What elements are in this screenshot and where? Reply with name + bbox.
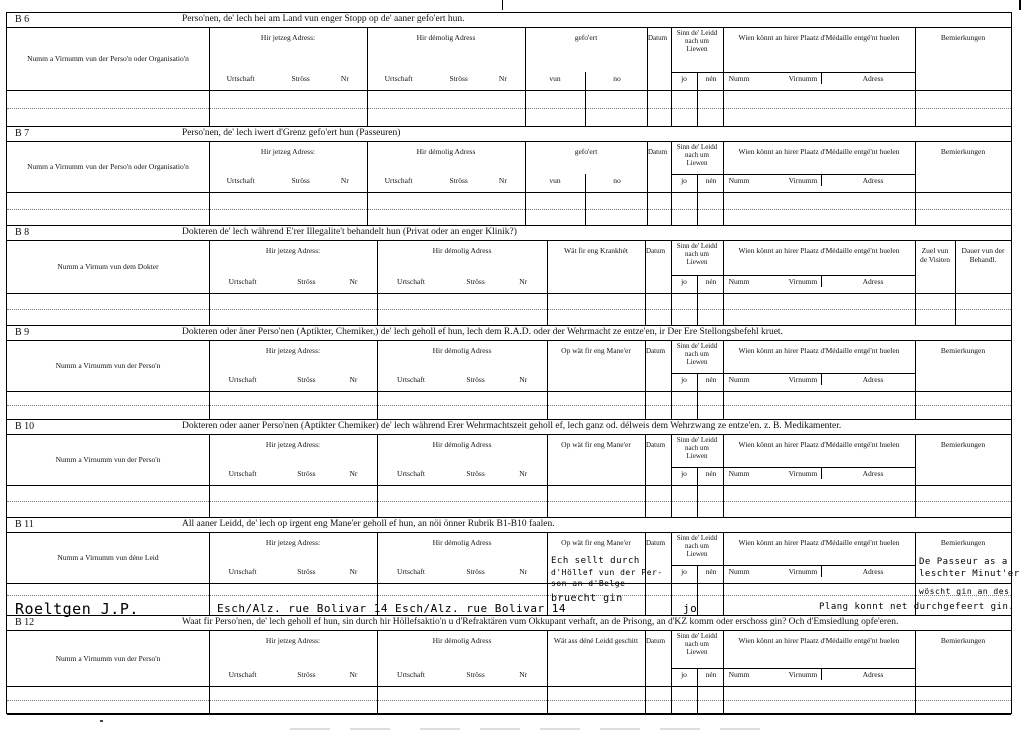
subheader-adress: Adress <box>862 567 884 576</box>
subheader-ströss: Ströss <box>466 567 485 576</box>
section-code: B 12 <box>15 617 35 628</box>
column-header: Bemierkungen <box>940 538 986 547</box>
subheader-nen: nén <box>705 277 717 286</box>
subheader-urtschaft: Urtschaft <box>228 277 257 286</box>
column-header: Hir jetzeg Adress: <box>265 636 321 645</box>
subcolumn-divider <box>585 174 586 225</box>
column-divider <box>209 142 210 225</box>
column-header: Wät fir eng Krankhét <box>564 246 628 255</box>
subheader-nen: nén <box>705 375 717 384</box>
column-header: Op wät fir eng Mane'er <box>561 346 631 355</box>
subheader-adress: Adress <box>862 469 884 478</box>
subheader-nen: nén <box>705 74 717 83</box>
column-divider <box>547 341 548 419</box>
column-divider <box>671 341 672 419</box>
handwritten-manner-1: Ech sellt durch <box>551 556 640 566</box>
row-rule <box>7 309 1011 310</box>
subheader-numm: Numm <box>728 277 750 286</box>
subheader-ströss: Ströss <box>466 277 485 286</box>
subheader-nr: Nr <box>349 277 358 286</box>
subheader-numm: Numm <box>728 567 750 576</box>
column-header: Wien könnt an hirer Plaatz d'Médaille entgé'nt huelen <box>738 346 900 355</box>
section-title: Dokteren de' lech während E'rer Illegalite't behandelt hun (Privat oder an enger Klinik?) <box>182 227 517 237</box>
column-header: Wien könnt an hirer Plaatz d'Médaille entgé'nt huelen <box>738 636 900 645</box>
subheader-adress: Adress <box>862 375 884 384</box>
column-header: Numm a Virnumm vun der Perso'n oder Organisatio'n <box>27 54 189 63</box>
section-code: B 6 <box>15 14 30 25</box>
section-title: Dokteren oder äner Perso'nen (Aptikter, Chemiker,) de' lech geholl ef hun, lech dem R.A.D. oder der Wehrmacht ze entze'en, ir Der Ere Stellongsbefehl kruet. <box>182 327 783 337</box>
row-rule <box>7 108 1011 109</box>
subheader-numm: Numm <box>728 176 750 185</box>
column-header: gefo'ert <box>574 33 598 42</box>
column-divider <box>723 533 724 615</box>
subheader-ströss: Ströss <box>466 670 485 679</box>
section-code: B 7 <box>15 128 30 139</box>
subheader-nr: Nr <box>498 176 507 185</box>
column-header: Sinn de' Leidd nach um Liewen <box>676 632 718 656</box>
subheader-nen: nén <box>705 670 717 679</box>
subheader-urtschaft: Urtschaft <box>228 375 257 384</box>
column-header: Sinn de' Leidd nach um Liewen <box>676 143 718 167</box>
subheader-nr: Nr <box>349 670 358 679</box>
subheader-nr: Nr <box>519 670 528 679</box>
column-header: Numm a Virnumm vun der Perso'n <box>55 455 161 464</box>
section-title: Waat fir Perso'nen, de' lech geholl ef hun, sin durch hir Höllefsaktio'n u d'Refraktären vum Okkupant verhaft, an de Prisong, an d'KZ komm oder erschoss gin? Och d'Emsiedlung opfe'eren. <box>182 617 899 627</box>
section-title: All aaner Leidd, de' lech op irgent eng Mane'er geholl ef hun, an nöi önner Rubrik B1-B10 faalen. <box>182 519 555 529</box>
subheader-jo: jo <box>681 670 687 679</box>
column-header: Sinn de' Leidd nach um Liewen <box>676 436 718 460</box>
column-divider <box>723 435 724 517</box>
column-divider <box>955 241 956 325</box>
subheader-urtschaft: Urtschaft <box>228 469 257 478</box>
handwritten-alive: jo <box>683 602 698 615</box>
subheader-nr: Nr <box>498 74 507 83</box>
column-header: Hir jetzeg Adress: <box>265 246 321 255</box>
column-divider <box>525 28 526 126</box>
subheader-nr: Nr <box>519 567 528 576</box>
subheader-adress: Adress <box>862 277 884 286</box>
column-divider <box>671 435 672 517</box>
subheader-adress: Adress <box>862 176 884 185</box>
subheader-jo: jo <box>681 176 687 185</box>
row-rule <box>7 700 1011 701</box>
column-header: Datum <box>646 539 666 547</box>
column-divider <box>377 435 378 517</box>
subheader-nr: Nr <box>349 469 358 478</box>
subcolumn-divider <box>821 565 822 577</box>
column-divider <box>209 241 210 325</box>
column-divider <box>547 435 548 517</box>
subheader-vun: vun <box>549 74 561 83</box>
column-divider <box>671 241 672 325</box>
subheader-urtschaft: Urtschaft <box>228 567 257 576</box>
column-header: Hir démolig Adress <box>432 636 492 645</box>
subheader-nr: Nr <box>519 375 528 384</box>
subheader-virnumm: Virnumm <box>788 74 818 83</box>
subheader-urtschaft: Urtschaft <box>228 670 257 679</box>
subheader-virnumm: Virnumm <box>788 567 818 576</box>
column-header: Numm a Virnumm vun der Perso'n <box>55 653 161 663</box>
subcolumn-divider <box>697 275 698 325</box>
column-header: Numm a Virnum vun dem Dokter <box>57 262 159 271</box>
column-divider <box>209 435 210 517</box>
column-header: Numm a Virnumm vun der Perso'n <box>55 361 161 370</box>
section-title-bar <box>7 616 1011 631</box>
section-code: B 10 <box>15 421 35 432</box>
subheader-ströss: Ströss <box>291 74 310 83</box>
column-header: Datum <box>646 247 666 255</box>
subheader-urtschaft: Urtschaft <box>226 74 255 83</box>
questionnaire-form <box>6 12 1020 714</box>
subheader-rule <box>723 174 915 175</box>
column-header: Wien könnt an hirer Plaatz d'Médaille entgé'nt huelen <box>738 147 900 156</box>
handwritten-name: Roeltgen J.P. <box>15 600 139 618</box>
subheader-nr: Nr <box>340 176 349 185</box>
column-header: Bemierkungen <box>940 33 986 42</box>
section-b-7 <box>7 127 1011 226</box>
subheader-rule <box>723 275 915 276</box>
column-divider <box>367 28 368 126</box>
subheader-jo: jo <box>681 277 687 286</box>
handwritten-former-address: Esch/Alz. rue Bolivar 14 <box>395 602 566 615</box>
subheader-ströss: Ströss <box>449 74 468 83</box>
column-header: Sinn de' Leidd nach um Liewen <box>676 342 718 366</box>
section-code: B 11 <box>15 519 34 530</box>
subcolumn-divider <box>697 467 698 517</box>
section-title-bar <box>7 127 1011 142</box>
scan-artifact <box>720 728 760 730</box>
scan-artifact <box>600 728 640 730</box>
subheader-numm: Numm <box>728 670 750 679</box>
column-header: Hir démolig Adress <box>416 147 476 156</box>
column-header: Hir démolig Adress <box>416 33 476 42</box>
subheader-adress: Adress <box>862 670 884 679</box>
column-header: Hir jetzeg Adress: <box>260 33 316 42</box>
scan-artifact <box>350 728 390 730</box>
column-header: Datum <box>646 441 666 449</box>
handwritten-remark-3: wöscht gin an des <box>919 587 1010 596</box>
column-header: Hir démolig Adress <box>432 538 492 547</box>
subheader-urtschaft: Urtschaft <box>397 277 425 286</box>
column-header: Hir jetzeg Adress: <box>265 440 321 449</box>
subheader-vun: vun <box>549 176 561 185</box>
subheader-jo: jo <box>681 375 687 384</box>
column-header: Wien könnt an hirer Plaatz d'Médaille entgé'nt huelen <box>738 246 900 255</box>
handwritten-remark-1: De Passeur as a <box>919 557 1008 567</box>
column-divider <box>377 631 378 714</box>
subheader-numm: Numm <box>728 375 750 384</box>
subcolumn-divider <box>697 373 698 419</box>
column-header: Bemierkungen <box>940 346 986 355</box>
handwritten-manner-3: son an d'Belge <box>551 579 626 588</box>
section-b-8 <box>7 226 1011 326</box>
column-divider <box>377 341 378 419</box>
column-divider <box>209 631 210 714</box>
ink-dot <box>100 720 103 722</box>
column-divider <box>367 142 368 225</box>
subheader-rule <box>723 373 915 374</box>
column-header: Bemierkungen <box>940 147 986 156</box>
scan-artifact <box>540 728 580 730</box>
column-divider <box>671 142 672 225</box>
subcolumn-divider <box>697 72 698 126</box>
subheader-jo: jo <box>681 567 687 576</box>
subheader-ströss: Ströss <box>297 670 316 679</box>
subheader-ströss: Ströss <box>466 375 485 384</box>
header-bottom-rule <box>7 485 1011 486</box>
column-header: Sinn de' Leidd nach um Liewen <box>676 242 718 266</box>
subheader-nr: Nr <box>349 375 358 384</box>
subcolumn-divider <box>697 174 698 225</box>
header-bottom-rule <box>7 192 1011 193</box>
column-header: Wät ass déné Leidd geschitt <box>553 636 639 645</box>
subheader-numm: Numm <box>728 469 750 478</box>
section-b-10 <box>7 420 1011 518</box>
column-header: Dauer vun der Behandl. <box>961 246 1005 264</box>
subheader-ströss: Ströss <box>297 375 316 384</box>
top-tick-mark <box>502 0 503 10</box>
row-rule <box>7 209 1011 210</box>
column-header: Hir jetzeg Adress: <box>265 346 321 355</box>
column-divider <box>915 631 916 714</box>
scan-artifact <box>290 728 330 730</box>
handwritten-remark-4: Plang konnt net durchgefeert gin. <box>819 602 1015 612</box>
column-header: Wien könnt an hirer Plaatz d'Médaille entgé'nt huelen <box>738 538 900 547</box>
header-bottom-rule <box>7 583 1011 584</box>
subheader-numm: Numm <box>728 74 750 83</box>
column-header: Hir démolig Adress <box>432 440 492 449</box>
subcolumn-divider <box>697 668 698 714</box>
header-bottom-rule <box>7 686 1011 687</box>
subheader-virnumm: Virnumm <box>788 176 818 185</box>
column-header: Datum <box>648 34 668 42</box>
section-title: Perso'nen, de' lech hei am Land vun enger Stopp op de' aaner gefo'ert hun. <box>182 14 465 24</box>
row-rule <box>7 501 1011 502</box>
section-title: Dokteren oder aaner Perso'nen (Aptikter Chemiker) de' lech während Erer Wehrmachtszeit geholl ef, lech ganz od. délweis dem Wehrzwang ze entze'en. z. B. Medikamenter. <box>182 421 842 431</box>
subheader-virnumm: Virnumm <box>788 375 818 384</box>
column-divider <box>723 241 724 325</box>
subheader-rule <box>723 565 915 566</box>
column-divider <box>671 533 672 615</box>
header-bottom-rule <box>7 391 1011 392</box>
column-header: Hir démolig Adress <box>432 246 492 255</box>
subheader-urtschaft: Urtschaft <box>397 567 425 576</box>
header-bottom-rule <box>7 293 1011 294</box>
column-divider <box>377 241 378 325</box>
column-divider <box>209 533 210 615</box>
subheader-urtschaft: Urtschaft <box>384 74 413 83</box>
section-code: B 8 <box>15 227 30 238</box>
subcolumn-divider <box>821 668 822 680</box>
column-divider <box>209 341 210 419</box>
column-header: Datum <box>646 637 666 645</box>
column-divider <box>647 28 648 126</box>
subcolumn-divider <box>821 467 822 479</box>
column-header: Bemierkungen <box>940 636 986 645</box>
subheader-virnumm: Virnumm <box>788 670 818 679</box>
subheader-ströss: Ströss <box>291 176 310 185</box>
section-b-6 <box>7 13 1011 127</box>
scan-artifact <box>480 728 520 730</box>
column-header: Zuel vun de Visiten <box>919 246 951 264</box>
subheader-adress: Adress <box>862 74 884 83</box>
column-header: Datum <box>648 148 668 156</box>
subheader-urtschaft: Urtschaft <box>397 375 425 384</box>
section-code: B 9 <box>15 327 30 338</box>
column-divider <box>723 142 724 225</box>
header-bottom-rule <box>7 90 1011 91</box>
section-b-9 <box>7 326 1011 420</box>
subheader-urtschaft: Urtschaft <box>397 670 425 679</box>
column-divider <box>671 631 672 714</box>
subheader-ströss: Ströss <box>297 277 316 286</box>
section-b-12 <box>7 616 1011 715</box>
subheader-rule <box>723 668 915 669</box>
subheader-ströss: Ströss <box>449 176 468 185</box>
subheader-virnumm: Virnumm <box>788 277 818 286</box>
column-header: Numm a Virnumm vun der Perso'n oder Organisatio'n <box>27 162 189 171</box>
section-title-bar <box>7 13 1011 28</box>
column-divider <box>547 631 548 714</box>
section-title-bar <box>7 518 1011 533</box>
subheader-rule <box>723 467 915 468</box>
section-title: Perso'nen, de' lech iwert d'Grenz gefo'ert hun (Passeuren) <box>182 128 401 138</box>
column-header: Datum <box>646 347 666 355</box>
column-divider <box>723 631 724 714</box>
column-divider <box>671 28 672 126</box>
subheader-virnumm: Virnumm <box>788 469 818 478</box>
subheader-nr: Nr <box>340 74 349 83</box>
subheader-urtschaft: Urtschaft <box>397 469 425 478</box>
subheader-nen: nén <box>705 567 717 576</box>
subheader-jo: jo <box>681 74 687 83</box>
subcolumn-divider <box>821 174 822 186</box>
handwritten-current-address: Esch/Alz. rue Bolivar 14 <box>217 602 388 615</box>
column-header: Numm a Virnumm vun déne Leid <box>57 553 159 562</box>
right-tick-mark <box>1019 0 1021 10</box>
column-divider <box>915 241 916 325</box>
column-header: Wien könnt an hirer Plaatz d'Médaille entgé'nt huelen <box>738 440 900 449</box>
column-divider <box>209 28 210 126</box>
section-title-bar <box>7 326 1011 341</box>
subheader-ströss: Ströss <box>466 469 485 478</box>
column-header: Sinn de' Leidd nach um Liewen <box>676 534 718 558</box>
column-header: Hir démolig Adress <box>432 346 492 355</box>
column-header: Sinn de' Leidd nach um Liewen <box>676 29 718 53</box>
subheader-nr: Nr <box>349 567 358 576</box>
column-header: gefo'ert <box>574 147 598 156</box>
column-divider <box>723 341 724 419</box>
subheader-nen: nén <box>705 469 717 478</box>
column-divider <box>915 28 916 126</box>
row-rule <box>7 595 1011 596</box>
handwritten-manner-4: bruecht gin <box>551 593 623 604</box>
column-divider <box>723 28 724 126</box>
column-header: Bemierkungen <box>940 440 986 449</box>
column-header: Op wät fir eng Mane'er <box>561 538 631 547</box>
column-header: Hir jetzeg Adress: <box>265 538 321 547</box>
column-divider <box>547 241 548 325</box>
subheader-nr: Nr <box>519 277 528 286</box>
subheader-nen: nén <box>705 176 717 185</box>
subheader-no: no <box>613 176 621 185</box>
subheader-rule <box>723 72 915 73</box>
column-divider <box>915 435 916 517</box>
subcolumn-divider <box>821 275 822 287</box>
subcolumn-divider <box>821 72 822 84</box>
subheader-nr: Nr <box>519 469 528 478</box>
section-title-bar <box>7 226 1011 241</box>
handwritten-manner-2: d'Höllef vun der Per- <box>551 568 663 577</box>
row-rule <box>7 405 1011 406</box>
handwritten-remark-2: leschter Minut'er <box>919 569 1020 579</box>
column-divider <box>525 142 526 225</box>
section-title-bar <box>7 420 1011 435</box>
column-header: Wien könnt an hirer Plaatz d'Médaille entgé'nt huelen <box>738 33 900 42</box>
subcolumn-divider <box>821 373 822 385</box>
column-divider <box>915 341 916 419</box>
subheader-no: no <box>613 74 621 83</box>
scan-artifact <box>420 728 460 730</box>
subheader-jo: jo <box>681 469 687 478</box>
scan-artifact <box>660 728 700 730</box>
column-header: Op wät fir eng Mane'er <box>561 440 631 449</box>
column-divider <box>915 142 916 225</box>
subheader-ströss: Ströss <box>297 469 316 478</box>
column-header: Hir jetzeg Adress: <box>260 147 316 156</box>
subcolumn-divider <box>585 72 586 126</box>
subheader-urtschaft: Urtschaft <box>226 176 255 185</box>
subheader-ströss: Ströss <box>297 567 316 576</box>
subheader-urtschaft: Urtschaft <box>384 176 413 185</box>
